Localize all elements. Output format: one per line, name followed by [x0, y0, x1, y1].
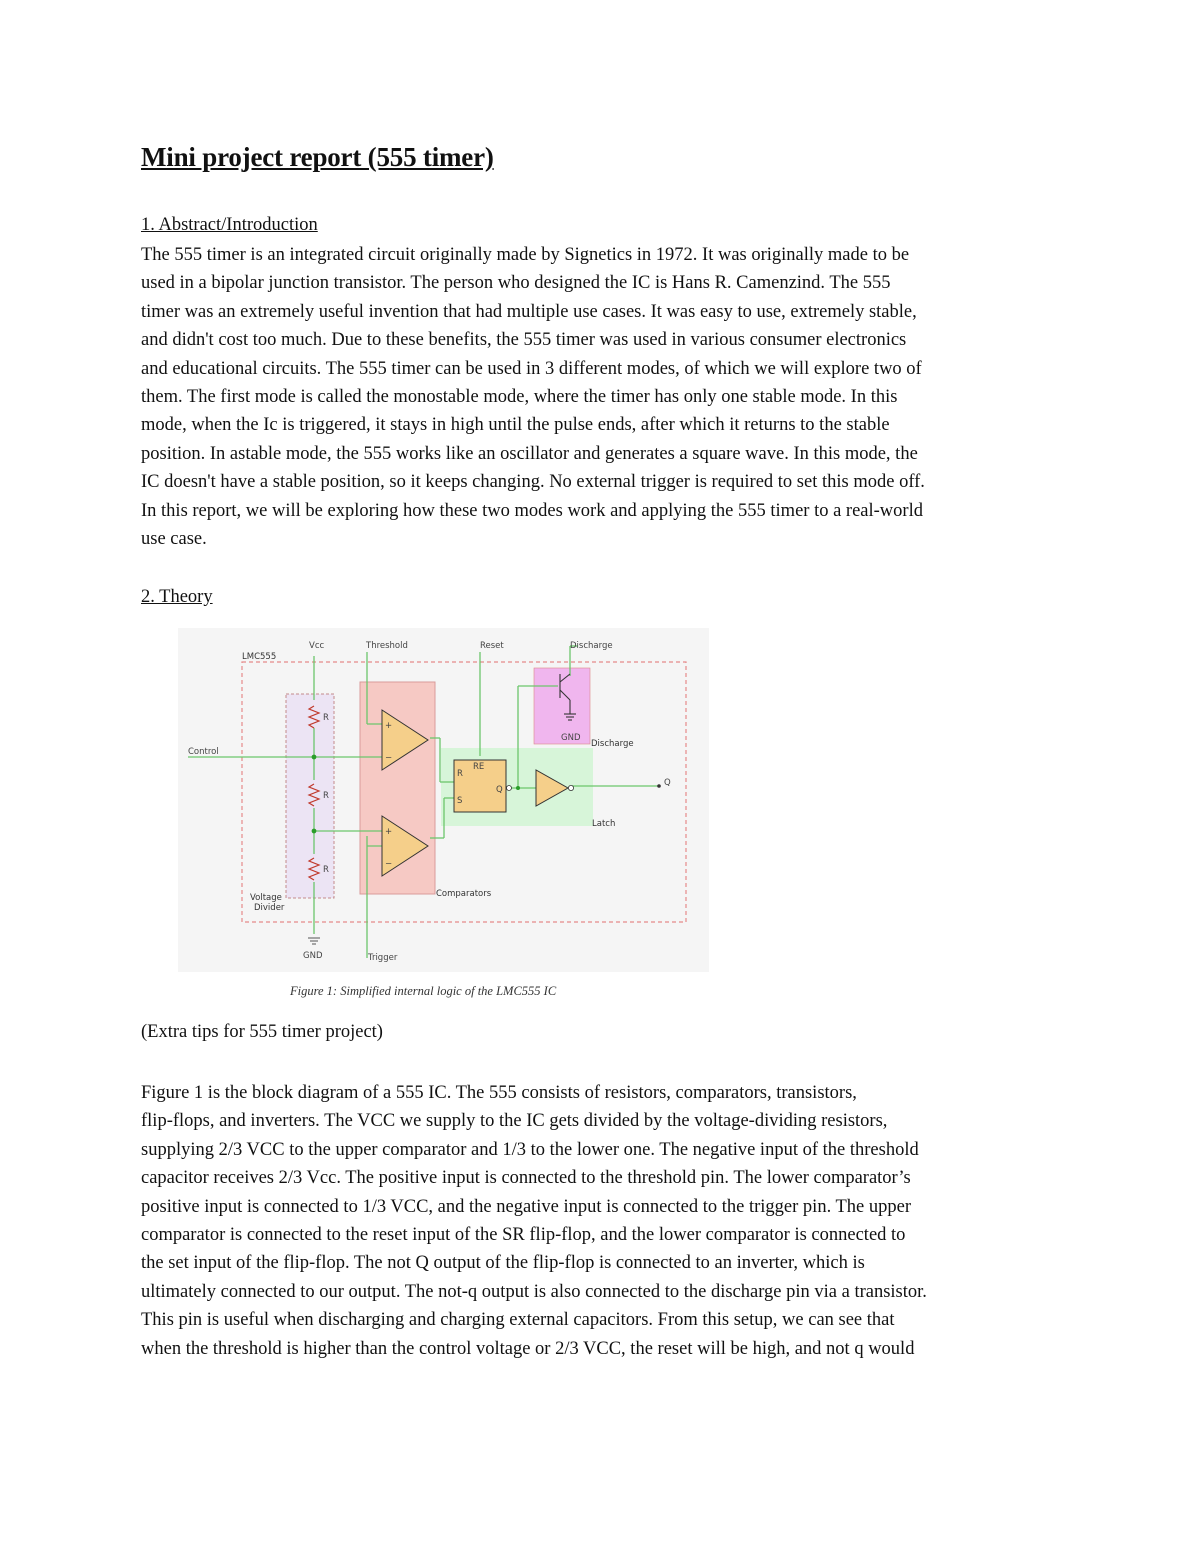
chip-label: LMC555	[242, 652, 277, 662]
not-q-bubble	[507, 786, 512, 791]
discharge-pin-label: Discharge	[570, 641, 613, 651]
ff-rd-label: RE	[473, 762, 485, 772]
paragraph-line: Figure 1 is the block diagram of a 555 IC. The 555 consists of resistors, comparators, transistors,	[141, 1083, 857, 1103]
section-heading-theory: 2. Theory	[141, 587, 213, 607]
plus-sign: +	[385, 827, 393, 837]
paragraph-line: IC doesn't have a stable position, so it keeps changing. No external trigger is required to set this mode off.	[141, 472, 925, 493]
voltage-divider-label: Divider	[254, 903, 285, 913]
paragraph-line: when the threshold is higher than the control voltage or 2/3 VCC, the reset will be high, and not q would	[141, 1338, 915, 1359]
paragraph-line: and educational circuits. The 555 timer can be used in 3 different modes, of which we will explore two of	[141, 358, 922, 379]
inverter-bubble	[568, 785, 573, 790]
resistor-label: R	[323, 791, 329, 801]
ff-s-label: S	[457, 796, 463, 806]
paragraph-line: the set input of the flip-flop. The not Q output of the flip-flop is connected to an inverter, which is	[141, 1253, 865, 1274]
paragraph-line: positive input is connected to 1/3 VCC, and the negative input is connected to the trigger pin. The upper	[141, 1196, 911, 1217]
paragraph-line: comparator is connected to the reset input of the SR flip-flop, and the lower comparator is connected to	[141, 1224, 906, 1245]
latch-label: Latch	[592, 819, 616, 829]
paragraph-line: This pin is useful when discharging and charging external capacitors. From this setup, we can see that	[141, 1310, 895, 1331]
q-output-label: Q	[664, 778, 671, 788]
section-heading-abstract: 1. Abstract/Introduction	[141, 215, 318, 235]
voltage-divider-label: Voltage	[250, 893, 282, 903]
resistor-label: R	[323, 713, 329, 723]
paragraph-line: them. The first mode is called the monostable mode, where the timer has only one stable mode. In this	[141, 386, 898, 407]
paragraph-line: position. In astable mode, the 555 works like an oscillator and generates a square wave. In this mode, the	[141, 443, 918, 464]
vcc-label: Vcc	[309, 641, 325, 651]
paragraph-line: supplying 2/3 VCC to the upper comparator and 1/3 to the lower one. The negative input of the threshold	[141, 1139, 919, 1160]
paragraph-line: flip-flops, and inverters. The VCC we supply to the IC gets divided by the voltage-dividing resistors,	[141, 1111, 888, 1132]
trigger-label: Trigger	[368, 953, 398, 963]
discharge-block-label: Discharge	[591, 739, 634, 749]
minus-sign: −	[385, 753, 393, 763]
ff-r-label: R	[457, 769, 463, 779]
figure-caption: Figure 1: Simplified internal logic of the LMC555 IC	[290, 984, 557, 998]
junction-node	[516, 786, 520, 790]
lmc555-block-diagram	[178, 628, 709, 972]
paragraph-line: ultimately connected to our output. The not-q output is also connected to the discharge pin via a transistor.	[141, 1281, 927, 1302]
theory-paragraph	[141, 1079, 1061, 1363]
resistor-label: R	[323, 865, 329, 875]
abstract-paragraph	[141, 241, 1061, 553]
paragraph-line: capacitor receives 2/3 Vcc. The positive input is connected to the threshold pin. The lower comparator’s	[141, 1168, 911, 1189]
q-output-terminal	[657, 784, 661, 788]
paragraph-line: mode, when the Ic is triggered, it stays in high until the pulse ends, after which it returns to the stable	[141, 415, 890, 436]
reset-label: Reset	[480, 641, 504, 651]
discharge-gnd-label: GND	[561, 733, 581, 743]
paragraph-line: used in a bipolar junction transistor. The person who designed the IC is Hans R. Camenzind. The 555	[141, 273, 891, 294]
gnd-label: GND	[303, 951, 323, 961]
ff-q-label: Q	[496, 785, 503, 795]
paragraph-line: and didn't cost too much. Due to these benefits, the 555 timer was used in various consumer electronics	[141, 330, 907, 351]
extra-tips-label: (Extra tips for 555 timer project)	[141, 1022, 383, 1042]
ground-symbol	[308, 938, 320, 944]
document-title: Mini project report (555 timer)	[141, 142, 494, 172]
junction-node	[312, 755, 317, 760]
junction-node	[312, 829, 317, 834]
paragraph-line: use case.	[141, 528, 207, 549]
paragraph-line: The 555 timer is an integrated circuit originally made by Signetics in 1972. It was originally made to be	[141, 245, 910, 265]
comparators-label: Comparators	[436, 889, 492, 899]
threshold-label: Threshold	[366, 641, 408, 651]
minus-sign: −	[385, 859, 393, 869]
control-label: Control	[188, 747, 219, 757]
paragraph-line: timer was an extremely useful invention that had multiple use cases. It was easy to use, extremely stable,	[141, 301, 917, 322]
plus-sign: +	[385, 721, 393, 731]
paragraph-line: In this report, we will be exploring how these two modes work and applying the 555 timer to a real-world	[141, 500, 923, 521]
